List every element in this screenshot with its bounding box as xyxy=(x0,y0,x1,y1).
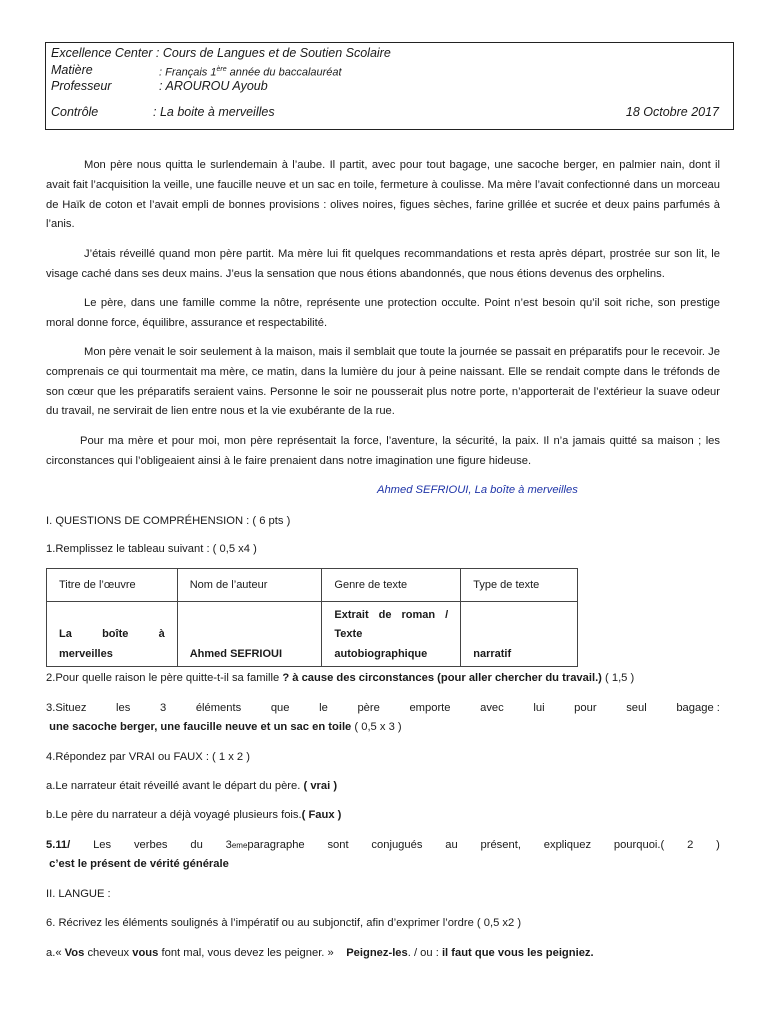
exam-date: 18 Octobre 2017 xyxy=(625,104,719,119)
citation: Ahmed SEFRIOUI, La boîte à merveilles xyxy=(377,484,578,496)
passage-paragraph-5: Pour ma mère et pour moi, mon père représentait la force, l’aventure, la sécurité, la paix. Il n’a jamais quitté sa maison ; les circonstances qui l’obligeaient ainsi à le faire prenaient dans notre imagination une figure hideuse. xyxy=(46,435,720,467)
table-header-cell: Titre de l’œuvre xyxy=(47,569,178,602)
table-cell-type: narratif xyxy=(461,602,578,667)
question-3: 3.Situez les 3 éléments que le père emporte avec lui pour seul bagage : une sacoche berger, une faucille neuve et un sac en toile ( 0,5 x 3 ) xyxy=(46,702,720,733)
matiere-label: Matière xyxy=(51,62,93,77)
table-header-cell: Nom de l’auteur xyxy=(177,569,322,602)
table-header-cell: Type de texte xyxy=(461,569,578,602)
question-5: 5.11/ Les verbes du 3emeparagraphe sont conjugués au présent, expliquez pourquoi.( 2 ) c’est le présent de vérité générale xyxy=(46,839,720,870)
answer-table xyxy=(46,568,578,667)
table-cell-author: Ahmed SEFRIOUI xyxy=(177,602,322,667)
header-controle-row xyxy=(51,104,733,121)
table-header-cell: Genre de texte xyxy=(322,569,461,602)
header-box xyxy=(45,42,734,130)
professeur-value: : AROUROU Ayoub xyxy=(159,79,268,93)
center-name: Excellence Center : Cours de Langues et de Soutien Scolaire xyxy=(51,46,391,60)
controle-value: : La boite à merveilles xyxy=(153,104,275,119)
question-6: 6. Récrivez les éléments soulignés à l’impératif ou au subjonctif, afin d’exprimer l’ordre ( 0,5 x2 ) xyxy=(46,917,522,929)
header-professeur-row xyxy=(51,78,733,95)
section-1-title: I. QUESTIONS DE COMPRÉHENSION : ( 6 pts ) xyxy=(46,515,291,527)
question-1: 1.Remplissez le tableau suivant : ( 0,5 x4 ) xyxy=(46,543,257,555)
question-4b: b.Le père du narrateur a déjà voyagé plusieurs fois.( Faux ) xyxy=(46,809,342,821)
header-matiere-row xyxy=(51,62,733,79)
table-header-row xyxy=(47,569,578,602)
professeur-label: Professeur xyxy=(51,79,112,93)
controle-label: Contrôle xyxy=(51,104,99,119)
table-row xyxy=(47,602,578,667)
question-2: 2.Pour quelle raison le père quitte-t-il sa famille ? à cause des circonstances (pour aller chercher du travail.) ( 1,5 ) xyxy=(46,672,635,684)
passage-paragraph-3: Le père, dans une famille comme la nôtre, représente une protection occulte. Point n’est besoin qu’il soit riche, son prestige moral donne force, équilibre, assurance et respectabilité. xyxy=(46,297,720,329)
header-center-row xyxy=(51,45,733,62)
passage-paragraph-1: Mon père nous quitta le surlendemain à l’aube. Il partit, avec pour tout bagage, une sacoche berger, en palmier nain, dont il avait fait l’acquisition la veille, une faucille neuve et un sac en toile, fermeture à coulisse. Ma mère l’avait confectionné dans un morceau de Haïk de coton et l’avait empli de bonnes provisions : olives noires, figues sèches, farine grillée et sucrée et deux pains parfumés à l’anis. xyxy=(46,159,720,231)
passage-paragraph-4: Mon père venait le soir seulement à la maison, mais il semblait que toute la journée se passait en préparatifs pour le recevoir. Je comprenais ce qui tourmentait ma mère, ce matin, dans la lumière du jour à peine naissant. Elle se rendait compte dans le tréfonds de son cœur que les préparatifs seraient vains. Personne le soir ne pousserait plus notre porte, n’apporterait de l’extérieur la suave odeur du travail, ne servirait de lien entre nous et la vie exubérante de la rue. xyxy=(46,346,720,418)
section-2-title: II. LANGUE : xyxy=(46,888,111,900)
question-4: 4.Répondez par VRAI ou FAUX : ( 1 x 2 ) xyxy=(46,751,250,763)
question-6a: a.« Vos cheveux vous font mal, vous devez les peigner. » Peignez-les. / ou : il faut que vous les peigniez. xyxy=(46,947,594,959)
table-cell-genre: Extrait de roman / Texte autobiographique xyxy=(322,602,461,667)
matiere-value: : Français 1ère année du baccalauréat xyxy=(159,65,342,79)
passage-paragraph-2: J’étais réveillé quand mon père partit. Ma mère lui fit quelques recommandations et resta après départ, prostrée sur son lit, le visage caché dans ses deux mains. J’eus la sensation que nous étions abandonnés, que nous étions devenus des orphelins. xyxy=(46,248,720,280)
table-cell-title: La boîte à merveilles xyxy=(47,602,178,667)
question-4a: a.Le narrateur était réveillé avant le départ du père. ( vrai ) xyxy=(46,780,338,792)
